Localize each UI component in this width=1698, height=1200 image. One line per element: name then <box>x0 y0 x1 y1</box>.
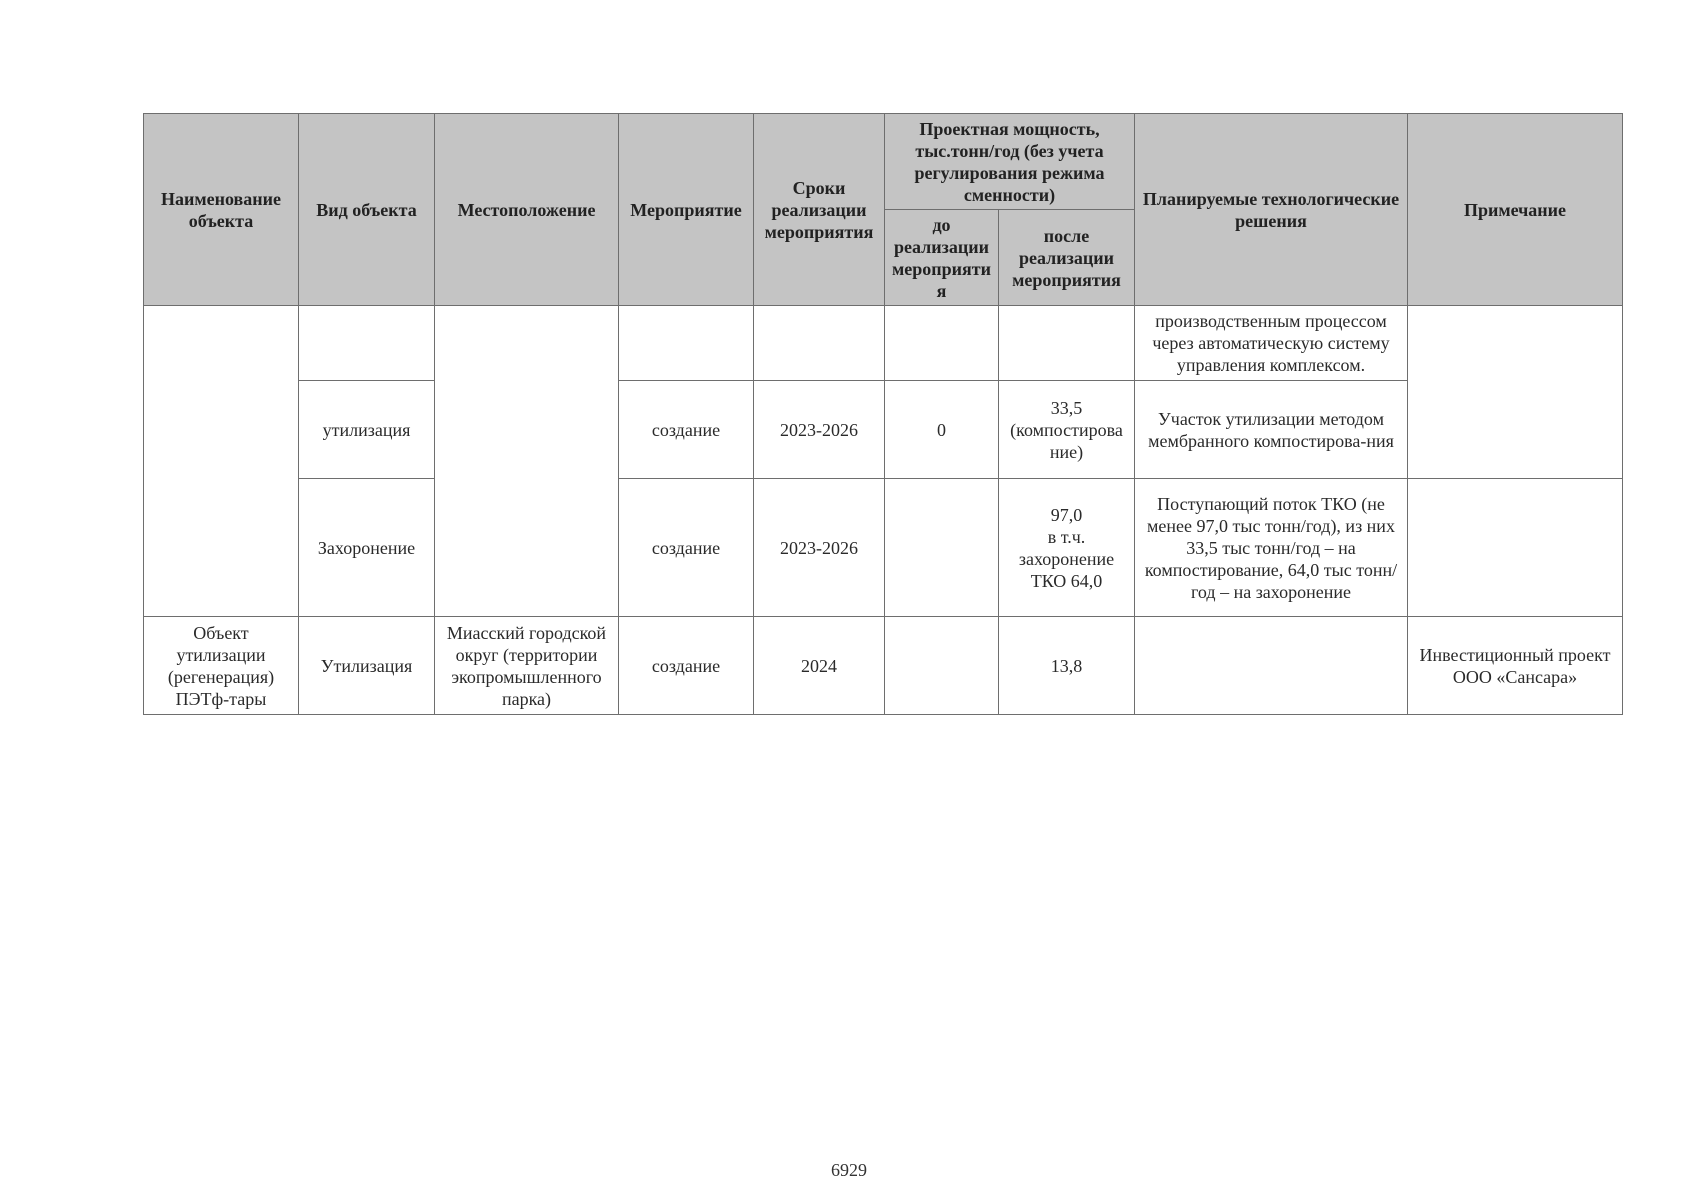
table-row <box>144 617 1623 715</box>
cell-timing: 2023-2026 <box>754 479 885 617</box>
cell-type-empty <box>299 306 435 381</box>
header-measure: Мероприятие <box>619 114 754 306</box>
table-row <box>144 306 1623 381</box>
cell-timing: 2023-2026 <box>754 381 885 479</box>
cell-name-empty <box>144 306 299 617</box>
cell-before: 0 <box>885 381 999 479</box>
cell-after: 13,8 <box>999 617 1135 715</box>
header-capacity-group: Проектная мощность, тыс.тонн/год (без учета регулирования режима сменности) <box>885 114 1135 210</box>
cell-after-line: (компостирова <box>1010 419 1123 440</box>
cell-before-empty <box>885 479 999 617</box>
cell-after-line: ТКО 64,0 <box>1030 570 1103 591</box>
cell-measure: создание <box>619 381 754 479</box>
cell-note-empty <box>1408 306 1623 479</box>
cell-after-line: захоронение <box>1018 548 1115 569</box>
cell-solutions: производственным процессом через автоматическую систему управления комплексом. <box>1135 306 1408 381</box>
cell-timing: 2024 <box>754 617 885 715</box>
cell-after-line: 97,0 <box>1050 504 1083 525</box>
table-body <box>144 306 1623 715</box>
cell-after-line: 33,5 <box>1050 397 1083 418</box>
header-capacity-after: после реализации мероприятия <box>999 210 1135 306</box>
cell-measure: создание <box>619 479 754 617</box>
cell-location-empty <box>435 306 619 617</box>
header-name: Наименование объекта <box>144 114 299 306</box>
facilities-table <box>143 113 1623 715</box>
table-row <box>144 479 1623 617</box>
cell-solutions: Участок утилизации методом мембранного компостирова-ния <box>1135 381 1408 479</box>
cell-note-empty <box>1408 479 1623 617</box>
cell-after-line: ние) <box>1049 441 1084 462</box>
cell-note: Инвестиционный проект ООО «Сансара» <box>1408 617 1623 715</box>
cell-measure-empty <box>619 306 754 381</box>
cell-location: Миасский городской округ (территории экопромышленного парка) <box>435 617 619 715</box>
cell-before-empty <box>885 617 999 715</box>
cell-type: Утилизация <box>299 617 435 715</box>
cell-timing-empty <box>754 306 885 381</box>
cell-after-line: в т.ч. <box>1047 526 1086 547</box>
cell-solutions-empty <box>1135 617 1408 715</box>
cell-before-empty <box>885 306 999 381</box>
table-header <box>144 114 1623 306</box>
table-row <box>144 381 1623 479</box>
cell-after-empty <box>999 306 1135 381</box>
cell-type: Захоронение <box>299 479 435 617</box>
cell-name: Объект утилизации (регенерация) ПЭТф-тары <box>144 617 299 715</box>
header-solutions: Планируемые технологические решения <box>1135 114 1408 306</box>
header-timing: Сроки реализации мероприятия <box>754 114 885 306</box>
cell-after <box>999 479 1135 617</box>
header-location: Местоположение <box>435 114 619 306</box>
header-type: Вид объекта <box>299 114 435 306</box>
cell-measure: создание <box>619 617 754 715</box>
cell-type: утилизация <box>299 381 435 479</box>
header-capacity-before: до реализации мероприяти я <box>885 210 999 306</box>
cell-after <box>999 381 1135 479</box>
cell-solutions: Поступающий поток ТКО (не менее 97,0 тыс тонн/год), из них 33,5 тыс тонн/год – на компостирование, 64,0 тыс тонн/год – на захоронение <box>1135 479 1408 617</box>
header-note: Примечание <box>1408 114 1623 306</box>
page-number: 6929 <box>831 1160 867 1180</box>
